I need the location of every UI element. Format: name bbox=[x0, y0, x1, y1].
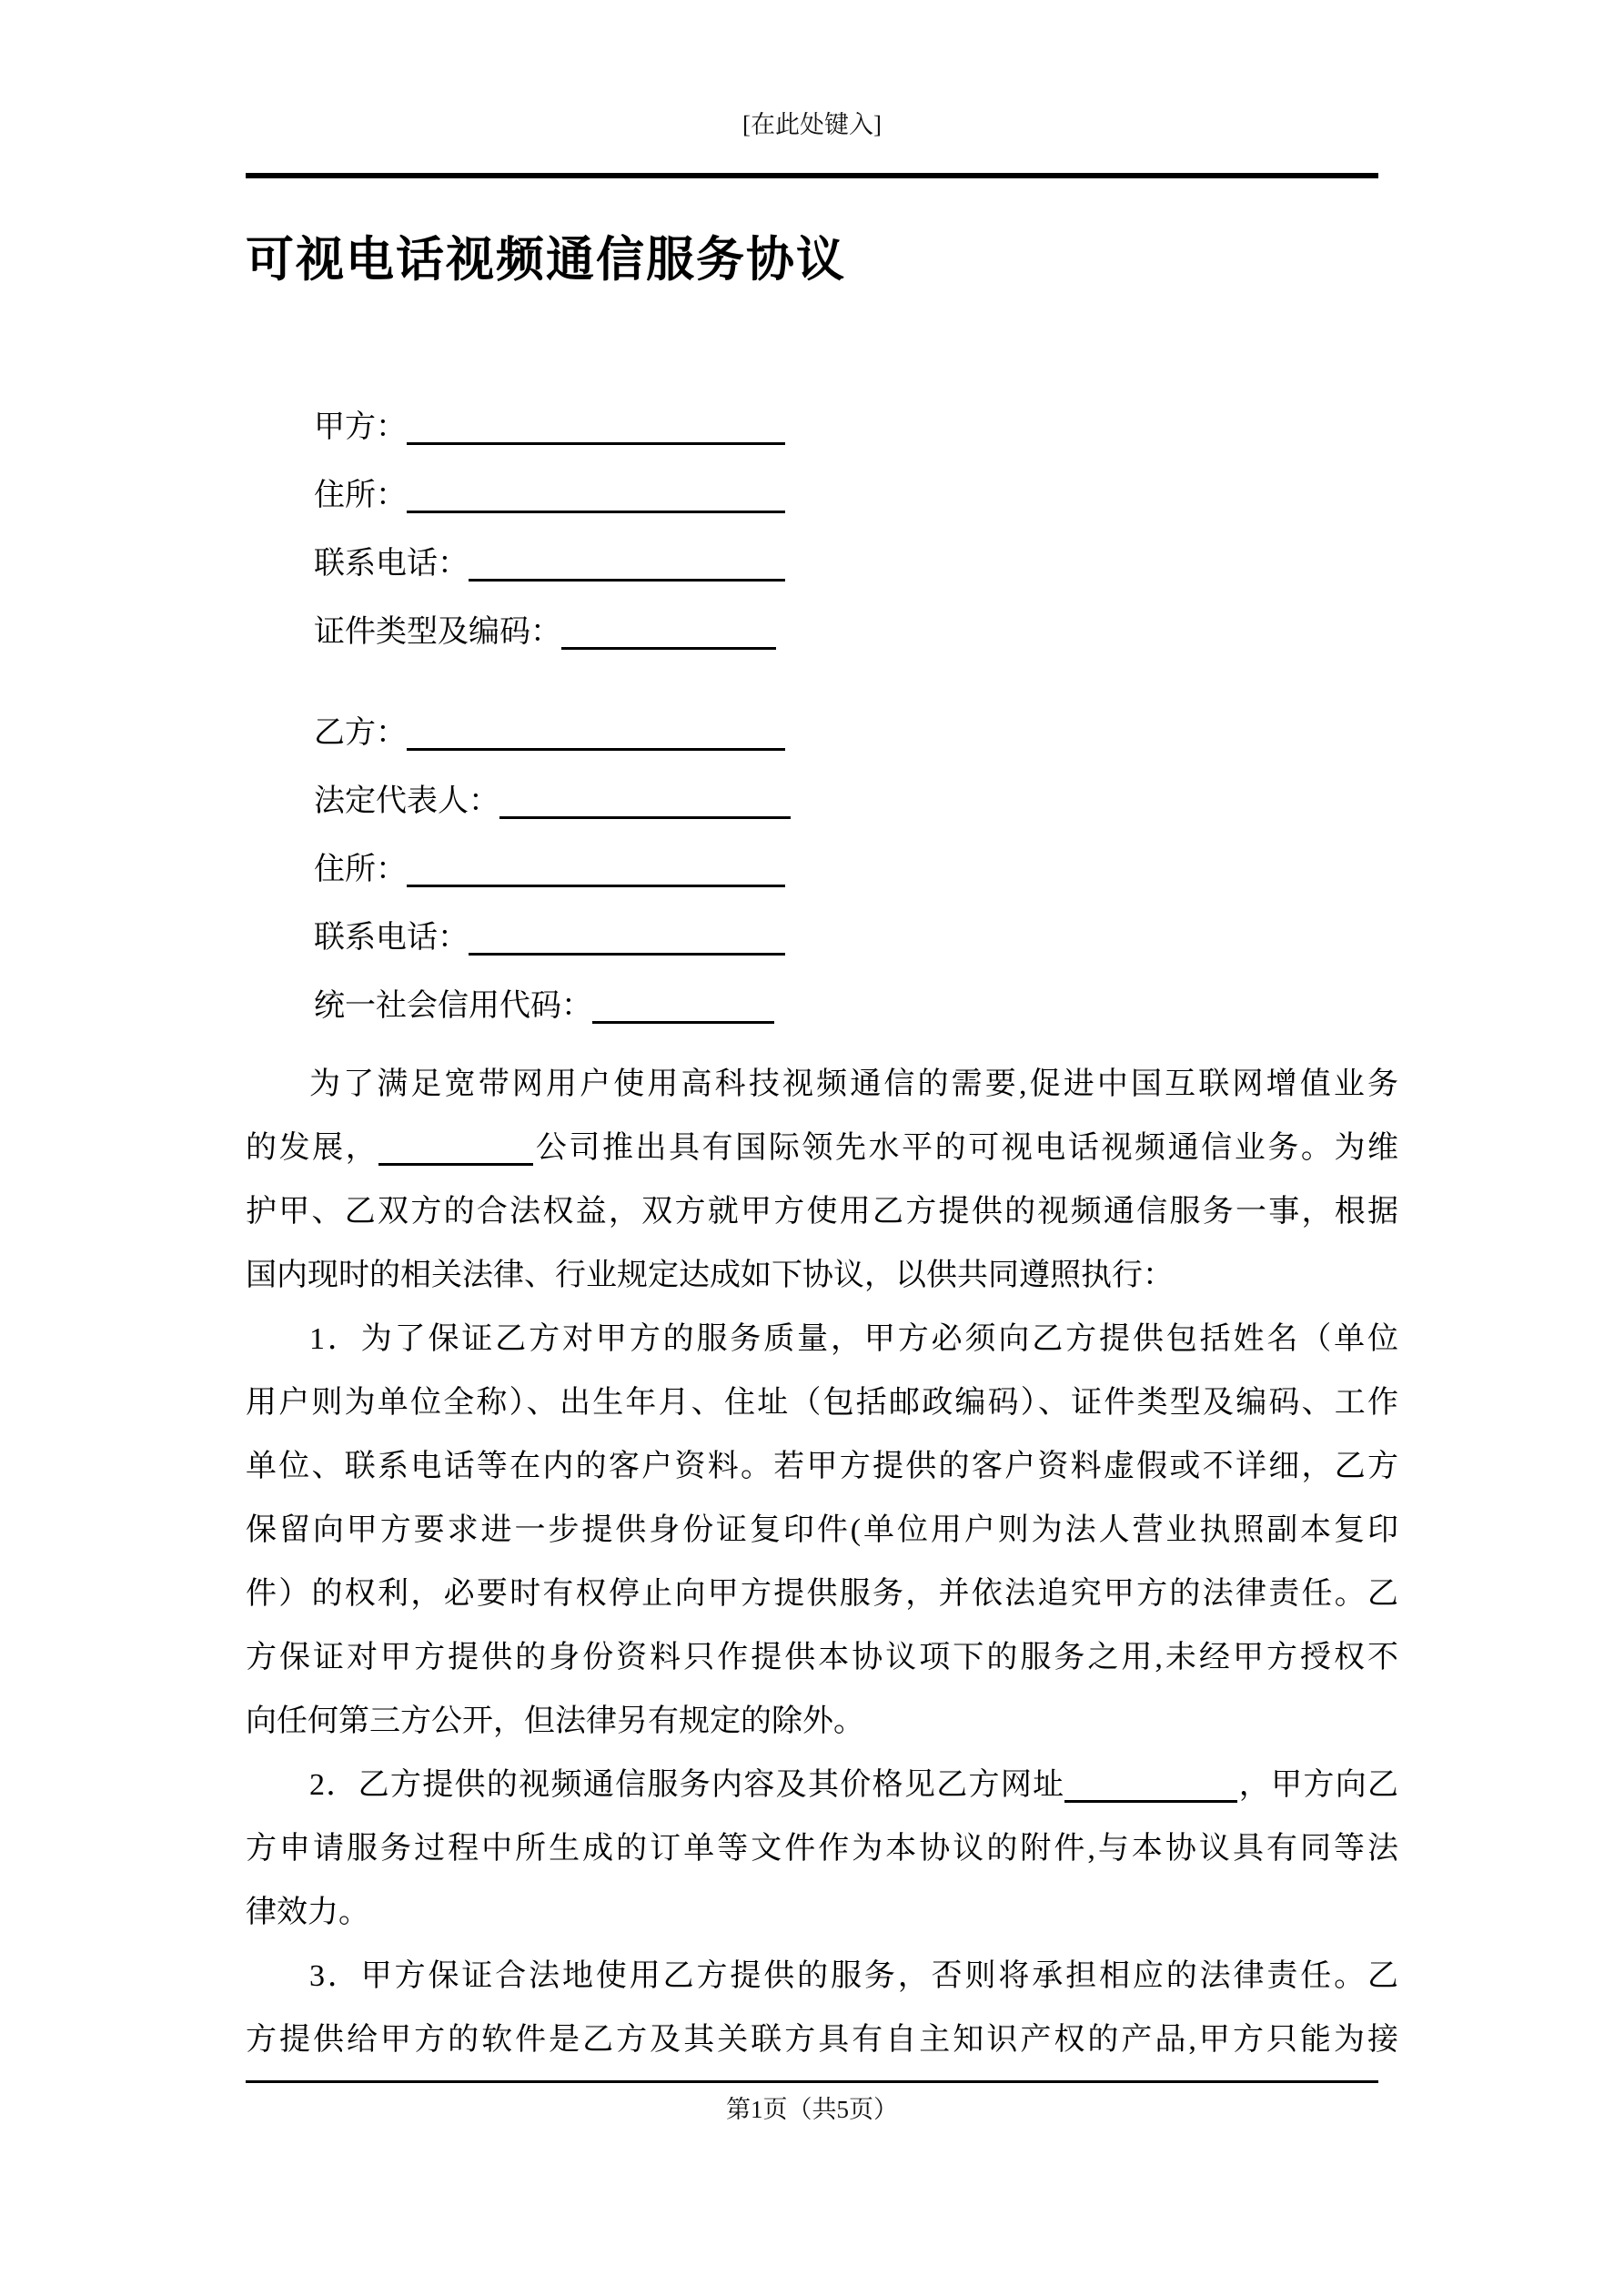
party-a-id-type-code-blank[interactable] bbox=[561, 646, 776, 650]
party-b-address-label: 住所： bbox=[314, 853, 407, 886]
field-row-party-b-legal-rep bbox=[246, 767, 1624, 835]
party-b-legal-rep-label: 法定代表人： bbox=[314, 784, 499, 818]
party-a-phone-label: 联系电话： bbox=[314, 547, 469, 581]
field-row-party-b-name bbox=[246, 699, 1624, 767]
body-line: 件）的权利，必要时有权停止向甲方提供服务，并依法追究甲方的法律责任。乙 bbox=[246, 1577, 1398, 1611]
company-name-blank[interactable] bbox=[378, 1162, 533, 1166]
page-title: 可视电话视频通信服务协议 bbox=[246, 233, 846, 287]
party-a-name-blank[interactable] bbox=[407, 441, 785, 445]
party-b-phone-blank[interactable] bbox=[469, 952, 785, 956]
body-line: 方申请服务过程中所生成的订单等文件作为本协议的附件,与本协议具有同等法 bbox=[246, 1832, 1398, 1866]
body-line: 国内现时的相关法律、行业规定达成如下协议，以供共同遵照执行： bbox=[246, 1259, 1174, 1292]
party-a-id-type-code-label: 证件类型及编码： bbox=[314, 615, 561, 649]
party-b-address-blank[interactable] bbox=[407, 884, 785, 887]
body-line: 向任何第三方公开，但法律另有规定的除外。 bbox=[246, 1704, 864, 1738]
party-b-uscc-label: 统一社会信用代码： bbox=[314, 989, 592, 1023]
body-line: 用户则为单位全称）、出生年月、住址（包括邮政编码）、证件类型及编码、工作 bbox=[246, 1386, 1398, 1420]
field-row-party-b-uscc bbox=[246, 972, 1624, 1040]
party-a-phone-blank[interactable] bbox=[469, 578, 785, 582]
website-url-blank[interactable] bbox=[1064, 1799, 1237, 1803]
party-b-name-blank[interactable] bbox=[407, 747, 785, 751]
header-type-here-placeholder[interactable]: [在此处键入] bbox=[742, 111, 882, 138]
body-line: 3．甲方保证合法地使用乙方提供的服务，否则将承担相应的法律责任。乙 bbox=[309, 1959, 1398, 1993]
page-number: 第1页（共5页） bbox=[726, 2096, 898, 2123]
body-line bbox=[246, 1754, 1398, 1817]
body-line: 为了满足宽带网用户使用高科技视频通信的需要,促进中国互联网增值业务 bbox=[309, 1067, 1398, 1101]
field-row-party-a-address bbox=[246, 461, 1624, 530]
body-line: 1．为了保证乙方对甲方的服务质量，甲方必须向乙方提供包括姓名（单位 bbox=[309, 1322, 1398, 1356]
field-row-party-a-name bbox=[246, 393, 1624, 461]
contract-body bbox=[246, 1053, 1398, 2072]
footer-rule bbox=[246, 2080, 1378, 2083]
body-line-text: 的发展， bbox=[246, 1131, 379, 1165]
field-row-party-a-id-type-code bbox=[246, 598, 1624, 666]
party-b-name-label: 乙方： bbox=[314, 716, 407, 750]
party-b-legal-rep-blank[interactable] bbox=[499, 815, 791, 819]
party-a-info-block bbox=[246, 393, 1624, 666]
party-a-name-label: 甲方： bbox=[314, 410, 407, 444]
field-row-party-b-phone bbox=[246, 904, 1624, 972]
body-line: 方保证对甲方提供的身份资料只作提供本协议项下的服务之用,未经甲方授权不 bbox=[246, 1641, 1398, 1674]
field-row-party-b-address bbox=[246, 835, 1624, 904]
field-row-party-a-phone bbox=[246, 530, 1624, 598]
body-line-text: ，甲方向乙 bbox=[1237, 1768, 1399, 1802]
body-line: 单位、联系电话等在内的客户资料。若甲方提供的客户资料虚假或不详细，乙方 bbox=[246, 1450, 1398, 1483]
body-line: 保留向甲方要求进一步提供身份证复印件(单位用户则为法人营业执照副本复印 bbox=[246, 1513, 1398, 1547]
body-line: 律效力。 bbox=[246, 1896, 369, 1929]
header-rule bbox=[246, 173, 1378, 178]
party-a-address-blank[interactable] bbox=[407, 510, 785, 513]
party-b-phone-label: 联系电话： bbox=[314, 921, 469, 955]
party-b-info-block bbox=[246, 699, 1624, 1040]
party-b-uscc-blank[interactable] bbox=[592, 1020, 774, 1024]
body-line bbox=[246, 1117, 1398, 1180]
party-a-address-label: 住所： bbox=[314, 479, 407, 512]
body-line-text: 2．乙方提供的视频通信服务内容及其价格见乙方网址 bbox=[309, 1768, 1065, 1802]
body-line: 护甲、乙双方的合法权益，双方就甲方使用乙方提供的视频通信服务一事，根据 bbox=[246, 1195, 1398, 1229]
body-line-text: 公司推出具有国际领先水平的可视电话视频通信业务。为维 bbox=[533, 1131, 1399, 1165]
body-line: 方提供给甲方的软件是乙方及其关联方具有自主知识产权的产品,甲方只能为接 bbox=[246, 2023, 1398, 2057]
